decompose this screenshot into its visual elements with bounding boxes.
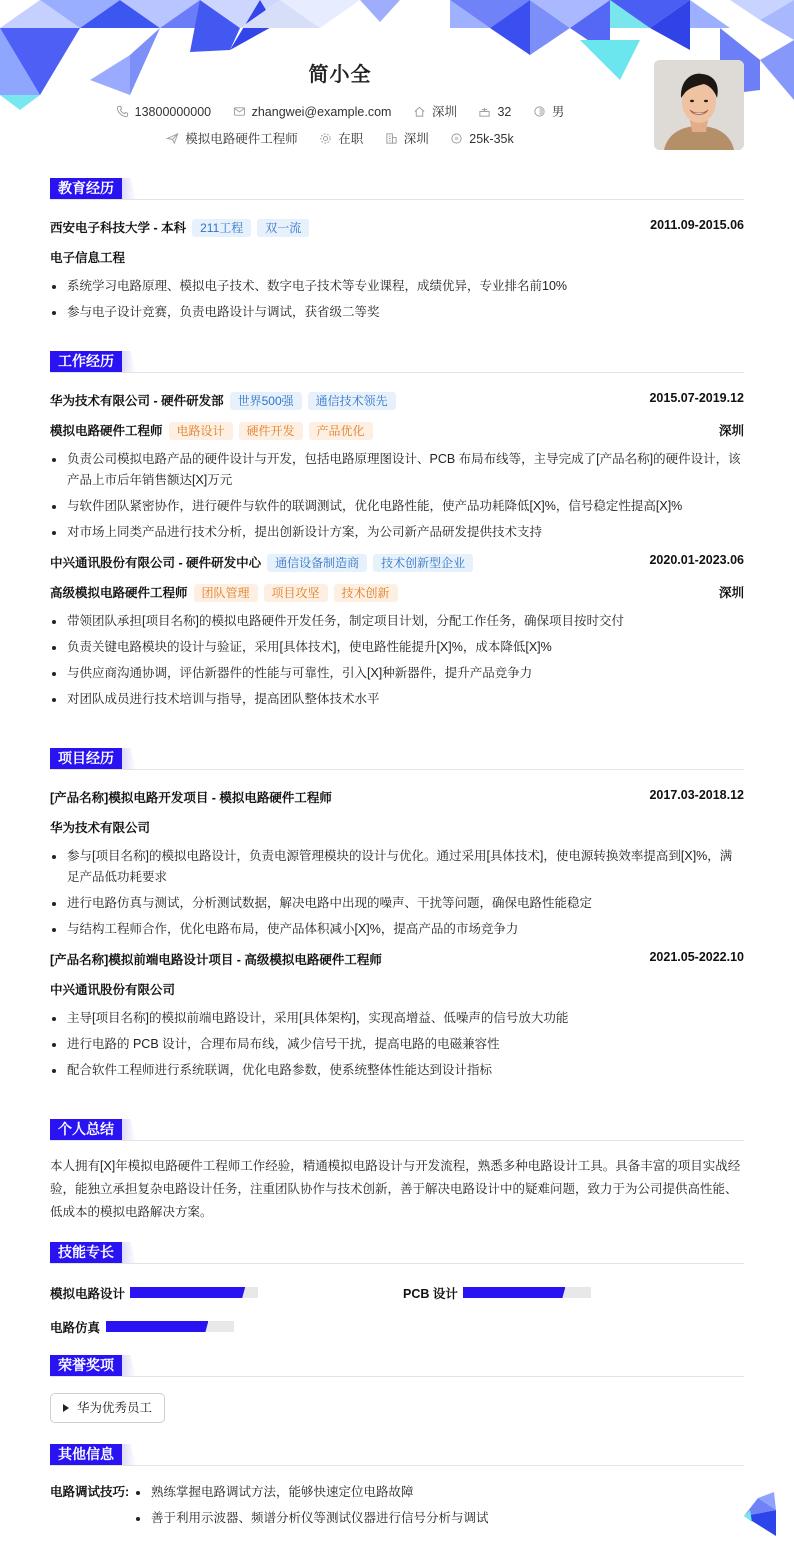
contact-info-row (0, 102, 680, 120)
age-text: 32 (497, 105, 512, 119)
list-item: 负责公司模拟电路产品的硬件设计与开发，包括电路原理图设计、PCB 布局布线等，主导完成了[产品名称]的硬件设计，该产品上市后年销售额达[X]万元 (50, 449, 744, 491)
home-icon (413, 105, 426, 118)
company-name: 华为技术有限公司 - 硬件研发部 (50, 394, 224, 408)
cake-icon (478, 105, 491, 118)
section-title-tail (122, 1119, 136, 1140)
role-row (50, 421, 744, 441)
skill-item (50, 1318, 310, 1334)
list-item: 对团队成员进行技术培训与指导，提高团队整体技术水平 (50, 689, 744, 710)
project-bullets (50, 1008, 744, 1081)
section-header (50, 351, 744, 373)
section-header (50, 1119, 744, 1141)
gender-text: 男 (551, 105, 565, 119)
work-period: 2015.07-2019.12 (649, 391, 744, 405)
role-tag: 电路设计 (169, 422, 233, 440)
list-item: 参与电子设计竞赛，负责电路设计与调试，获省级二等奖 (50, 302, 744, 323)
salary-item (450, 132, 513, 146)
role-tag: 硬件开发 (239, 422, 303, 440)
send-icon (166, 132, 179, 145)
list-item: 与结构工程师合作，优化电路布局，使产品体积减小[X]%，提高产品的市场竞争力 (50, 919, 744, 940)
building-icon (385, 132, 398, 145)
project-entry-head (50, 950, 744, 970)
work-entry-head (50, 553, 744, 573)
section-title: 个人总结 (50, 1119, 122, 1140)
list-item: 对市场上同类产品进行技术分析，提出创新设计方案，为公司新产品研发提供技术支持 (50, 522, 744, 543)
work-city: 深圳 (718, 586, 744, 600)
role-tag: 产品优化 (309, 422, 373, 440)
avatar-illustration (654, 60, 744, 150)
list-item: 与供应商沟通协调，评估新器件的性能与可靠性，引入[X]种新器件，提升产品竞争力 (50, 663, 744, 684)
summary-text: 本人拥有[X]年模拟电路硬件工程师工作经验，精通模拟电路设计与开发流程，熟悉多种电路设计工具。具备丰富的项目实战经验，能独立承担复杂电路设计任务，注重团队协作与技术创新，善于解决电路设计中的疑难问题，致力于为公司提供高性能、低成本的模拟电路解决方案。 (50, 1159, 741, 1219)
section-header (50, 1242, 744, 1264)
company-tag: 通信设备制造商 (267, 554, 367, 572)
award-chip (50, 1393, 165, 1423)
list-item: 与软件团队紧密协作，进行硬件与软件的联调测试，优化电路性能，使产品功耗降低[X]%，信号稳定性提高[X]% (50, 496, 744, 517)
project-bullets (50, 846, 744, 940)
skills-section (50, 1242, 744, 1342)
section-title: 教育经历 (50, 178, 122, 199)
project-org: 中兴通讯股份有限公司 (50, 983, 176, 997)
other-section (50, 1444, 744, 1525)
work-entry-head (50, 391, 744, 411)
coin-icon (450, 132, 463, 145)
skill-bar (463, 1287, 591, 1298)
status-item (319, 129, 363, 147)
major-row (50, 248, 744, 268)
company-tag: 通信技术领先 (308, 392, 396, 410)
summary-section (50, 1119, 744, 1224)
age-item (478, 105, 511, 119)
section-title-tail (122, 178, 136, 199)
role-name: 模拟电路硬件工程师 (50, 424, 163, 438)
phone-item (116, 105, 211, 119)
profile-photo (654, 60, 744, 150)
projects-section (50, 748, 744, 1086)
major-name: 电子信息工程 (50, 251, 126, 265)
project-period: 2021.05-2022.10 (649, 950, 744, 964)
list-item: 进行电路的 PCB 设计，合理布局布线，减少信号干扰，提高电路的电磁兼容性 (50, 1034, 744, 1055)
school-tag: 双一流 (257, 219, 309, 237)
role-tag: 团队管理 (194, 584, 258, 602)
work-period: 2020.01-2023.06 (649, 553, 744, 567)
list-item: 主导[项目名称]的模拟前端电路设计，采用[具体架构]，实现高增益、低噪声的信号放大功能 (50, 1008, 744, 1029)
role-row (50, 583, 744, 603)
work-bullets (50, 449, 744, 543)
target-city-text: 深圳 (403, 132, 429, 146)
project-period: 2017.03-2018.12 (649, 788, 744, 802)
skill-bar (106, 1321, 234, 1332)
section-header (50, 1355, 744, 1377)
school-tag: 211工程 (192, 219, 251, 237)
list-item: 负责关键电路模块的设计与验证，采用[具体技术]，使电路性能提升[X]%，成本降低[X]% (50, 637, 744, 658)
other-bullets (134, 1482, 489, 1534)
resume-header (0, 0, 794, 160)
gear-icon (319, 132, 332, 145)
gender-item (533, 102, 565, 120)
company-tag: 世界500强 (230, 392, 302, 410)
section-title: 工作经历 (50, 351, 122, 372)
project-org: 华为技术有限公司 (50, 821, 151, 835)
section-header (50, 178, 744, 200)
school-name: 西安电子科技大学 - 本科 (50, 221, 187, 235)
skill-bar-fill (463, 1287, 565, 1298)
skill-item (403, 1284, 663, 1300)
role-tag: 项目攻坚 (264, 584, 328, 602)
section-title-tail (122, 1355, 136, 1376)
city-text: 深圳 (431, 105, 457, 119)
email-text: zhangwei@example.com (251, 105, 392, 119)
awards-section (50, 1355, 744, 1423)
skill-bar-fill (106, 1321, 208, 1332)
work-city: 深圳 (718, 424, 744, 438)
company-name: 中兴通讯股份有限公司 - 硬件研发中心 (50, 556, 262, 570)
work-bullets (50, 611, 744, 710)
mail-icon (233, 105, 246, 118)
section-title: 荣誉奖项 (50, 1355, 122, 1376)
status-text: 在职 (338, 132, 364, 146)
job-info-row (0, 129, 680, 147)
section-title-tail (122, 748, 136, 769)
list-item: 系统学习电路原理、模拟电子技术、数字电子技术等专业课程，成绩优异，专业排名前10% (50, 276, 744, 297)
play-triangle-icon (63, 1404, 69, 1412)
city-item (413, 102, 457, 120)
role-tag: 技术创新 (334, 584, 398, 602)
education-entry-head (50, 218, 744, 238)
section-title: 项目经历 (50, 748, 122, 769)
role-name: 高级模拟电路硬件工程师 (50, 586, 188, 600)
work-section (50, 351, 744, 715)
education-section (50, 178, 744, 328)
skill-name: PCB 设计 (403, 1287, 458, 1301)
education-bullets (50, 276, 744, 323)
list-item: 参与[项目名称]的模拟电路设计，负责电源管理模块的设计与优化。通过采用[具体技术]，使电源转换效率提高到[X]%，满足产品低功耗要求 (50, 846, 744, 888)
skill-item (50, 1284, 310, 1300)
list-item: 配合软件工程师进行系统联调，优化电路参数，使系统整体性能达到设计指标 (50, 1060, 744, 1081)
section-title-tail (122, 1242, 136, 1263)
candidate-name: 简小全 (308, 64, 372, 86)
section-title-tail (122, 1444, 136, 1465)
section-title: 技能专长 (50, 1242, 122, 1263)
skill-bar-fill (130, 1287, 245, 1298)
project-name: [产品名称]模拟电路开发项目 - 模拟电路硬件工程师 (50, 791, 332, 805)
salary-text: 25k-35k (469, 132, 514, 146)
phone-text: 13800000000 (134, 105, 212, 119)
project-entry-head (50, 788, 744, 808)
company-tag: 技术创新型企业 (373, 554, 473, 572)
section-header (50, 748, 744, 770)
list-item: 带领团队承担[项目名称]的模拟电路硬件开发任务，制定项目计划，分配工作任务，确保项目按时交付 (50, 611, 744, 632)
project-org-row (50, 818, 744, 838)
other-label: 电路调试技巧: (50, 1485, 130, 1499)
skill-name: 电路仿真 (50, 1321, 101, 1335)
section-header (50, 1444, 744, 1466)
gender-icon (533, 105, 546, 118)
list-item: 进行电路仿真与测试，分析测试数据，解决电路中出现的噪声、干扰等问题，确保电路性能稳定 (50, 893, 744, 914)
award-name: 华为优秀员工 (77, 1401, 153, 1415)
skill-name: 模拟电路设计 (50, 1287, 126, 1301)
position-text: 模拟电路硬件工程师 (185, 132, 298, 146)
phone-icon (116, 105, 129, 118)
list-item: 善于利用示波器、频谱分析仪等测试仪器进行信号分析与调试 (134, 1508, 489, 1529)
target-city-item (385, 129, 429, 147)
footer-decoration (740, 1492, 784, 1538)
email-item (233, 105, 392, 119)
project-name: [产品名称]模拟前端电路设计项目 - 高级模拟电路硬件工程师 (50, 953, 382, 967)
education-period: 2011.09-2015.06 (650, 218, 744, 232)
list-item: 熟练掌握电路调试方法，能够快速定位电路故障 (134, 1482, 489, 1503)
section-title: 其他信息 (50, 1444, 122, 1465)
position-item (166, 129, 298, 147)
section-title-tail (122, 351, 136, 372)
skill-bar (130, 1287, 258, 1298)
project-org-row (50, 980, 744, 1000)
